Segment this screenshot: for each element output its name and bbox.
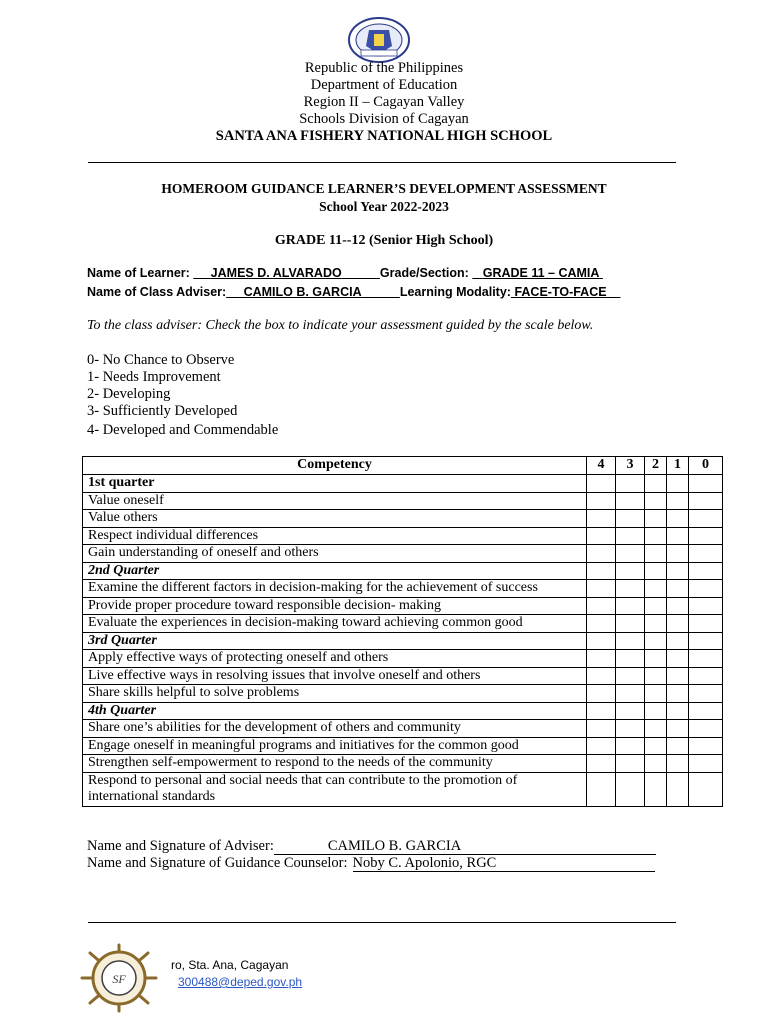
rating-checkbox[interactable] <box>587 632 616 650</box>
rating-checkbox[interactable] <box>616 562 645 580</box>
competency-label: Respond to personal and social needs that can contribute to the promotion of international standards <box>83 772 587 806</box>
competency-label: Strengthen self-empowerment to respond to the needs of the community <box>83 755 587 773</box>
competency-label: Engage oneself in meaningful programs and initiatives for the common good <box>83 737 587 755</box>
rating-column-header: 3 <box>616 457 645 475</box>
letterhead-division: Schools Division of Cagayan <box>299 111 469 127</box>
rating-checkbox[interactable] <box>689 510 723 528</box>
competency-label: Live effective ways in resolving issues that involve oneself and others <box>83 667 587 685</box>
adviser-name-field: CAMILO B. GARCIA <box>243 285 362 299</box>
rating-checkbox[interactable] <box>689 772 723 806</box>
rating-checkbox[interactable] <box>616 650 645 668</box>
rating-checkbox[interactable] <box>587 720 616 738</box>
table-header-row <box>83 457 723 475</box>
rating-checkbox[interactable] <box>689 562 723 580</box>
rating-checkbox[interactable] <box>689 737 723 755</box>
rating-checkbox[interactable] <box>616 615 645 633</box>
competency-row <box>83 737 723 755</box>
rating-checkbox[interactable] <box>587 475 616 493</box>
rating-checkbox[interactable] <box>645 475 667 493</box>
quarter-label: 4th Quarter <box>83 702 587 720</box>
adviser-signature-label: Name and Signature of Adviser: <box>87 838 274 854</box>
rating-checkbox[interactable] <box>616 527 645 545</box>
rating-checkbox[interactable] <box>667 510 689 528</box>
competency-row <box>83 597 723 615</box>
rating-checkbox[interactable] <box>587 650 616 668</box>
competency-row <box>83 667 723 685</box>
rating-checkbox[interactable] <box>645 545 667 563</box>
counselor-signature-line <box>87 855 655 872</box>
competency-label: Evaluate the experiences in decision-making toward achieving common good <box>83 615 587 633</box>
rating-checkbox[interactable] <box>689 545 723 563</box>
rating-checkbox[interactable] <box>645 562 667 580</box>
grade-level: GRADE 11--12 (Senior High School) <box>274 233 494 248</box>
rating-checkbox[interactable] <box>667 545 689 563</box>
footer-email-link[interactable]: 300488@deped.gov.ph <box>178 975 303 989</box>
rating-checkbox[interactable] <box>587 755 616 773</box>
competency-label: Provide proper procedure toward responsible decision- making <box>83 597 587 615</box>
rating-checkbox[interactable] <box>667 755 689 773</box>
rating-checkbox[interactable] <box>645 650 667 668</box>
rating-checkbox[interactable] <box>667 562 689 580</box>
competency-table <box>82 456 723 807</box>
rating-checkbox[interactable] <box>645 737 667 755</box>
competency-label: Examine the different factors in decision-making for the achievement of success <box>83 580 587 598</box>
rating-checkbox[interactable] <box>645 527 667 545</box>
rating-checkbox[interactable] <box>689 527 723 545</box>
rating-checkbox[interactable] <box>667 527 689 545</box>
rating-checkbox[interactable] <box>689 632 723 650</box>
rating-checkbox[interactable] <box>689 475 723 493</box>
quarter-label: 3rd Quarter <box>83 632 587 650</box>
rating-checkbox[interactable] <box>667 580 689 598</box>
rating-column-header: 2 <box>645 457 667 475</box>
rating-checkbox[interactable] <box>689 667 723 685</box>
rating-checkbox[interactable] <box>616 737 645 755</box>
rating-checkbox[interactable] <box>616 492 645 510</box>
competency-row <box>83 650 723 668</box>
learning-modality-field: FACE-TO-FACE <box>514 285 607 299</box>
svg-text:SF: SF <box>112 972 126 986</box>
learner-info-line <box>87 266 603 280</box>
competency-label: Share one’s abilities for the development of others and community <box>83 720 587 738</box>
rating-checkbox[interactable] <box>645 597 667 615</box>
rating-checkbox[interactable] <box>667 615 689 633</box>
adviser-info-line <box>87 285 620 299</box>
rating-checkbox[interactable] <box>689 702 723 720</box>
rating-column-header: 4 <box>587 457 616 475</box>
quarter-row <box>83 562 723 580</box>
scale-item-4: 4- Developed and Commendable <box>87 422 279 438</box>
rating-checkbox[interactable] <box>667 492 689 510</box>
adviser-signature-field[interactable]: CAMILO B. GARCIA <box>274 838 656 855</box>
letterhead-department: Department of Education <box>310 77 458 93</box>
rating-scale-list <box>87 352 278 441</box>
rating-checkbox[interactable] <box>616 720 645 738</box>
competency-label: Value others <box>83 510 587 528</box>
rating-checkbox[interactable] <box>616 702 645 720</box>
learner-name-field: JAMES D. ALVARADO <box>210 266 342 280</box>
rating-checkbox[interactable] <box>616 510 645 528</box>
rating-checkbox[interactable] <box>645 632 667 650</box>
rating-checkbox[interactable] <box>689 650 723 668</box>
rating-checkbox[interactable] <box>645 510 667 528</box>
counselor-signature-label: Name and Signature of Guidance Counselor: <box>87 855 348 871</box>
rating-column-header: 1 <box>667 457 689 475</box>
rating-checkbox[interactable] <box>689 685 723 703</box>
rating-checkbox[interactable] <box>616 580 645 598</box>
quarter-label: 2nd Quarter <box>83 562 587 580</box>
rating-checkbox[interactable] <box>587 527 616 545</box>
rating-checkbox[interactable] <box>587 510 616 528</box>
rating-checkbox[interactable] <box>645 702 667 720</box>
rating-checkbox[interactable] <box>645 580 667 598</box>
rating-checkbox[interactable] <box>645 667 667 685</box>
rating-checkbox[interactable] <box>667 632 689 650</box>
learning-modality-label: Learning Modality: <box>399 285 511 299</box>
rating-checkbox[interactable] <box>587 737 616 755</box>
scale-item-0: 0- No Chance to Observe <box>87 352 235 368</box>
competency-row <box>83 527 723 545</box>
competency-row <box>83 755 723 773</box>
rating-checkbox[interactable] <box>667 667 689 685</box>
rating-checkbox[interactable] <box>587 597 616 615</box>
rating-checkbox[interactable] <box>587 702 616 720</box>
competency-row <box>83 492 723 510</box>
grade-section-label: Grade/Section: <box>379 266 469 280</box>
scale-item-2: 2- Developing <box>87 386 171 402</box>
letterhead-country: Republic of the Philippines <box>304 60 464 76</box>
rating-checkbox[interactable] <box>645 492 667 510</box>
footer-address: ro, Sta. Ana, Cagayan <box>171 958 289 972</box>
rating-checkbox[interactable] <box>587 492 616 510</box>
rating-checkbox[interactable] <box>616 545 645 563</box>
learner-name-label: Name of Learner: <box>87 266 190 280</box>
rating-checkbox[interactable] <box>689 492 723 510</box>
document-title: HOMEROOM GUIDANCE LEARNER’S DEVELOPMENT ASSESSMENT <box>161 181 607 196</box>
rating-checkbox[interactable] <box>616 772 645 806</box>
rating-column-header: 0 <box>689 457 723 475</box>
rating-checkbox[interactable] <box>587 772 616 806</box>
competency-row <box>83 510 723 528</box>
rating-checkbox[interactable] <box>689 755 723 773</box>
rating-checkbox[interactable] <box>645 685 667 703</box>
rating-checkbox[interactable] <box>616 685 645 703</box>
counselor-signature-field[interactable]: Noby C. Apolonio, RGC <box>353 855 655 872</box>
rating-checkbox[interactable] <box>587 615 616 633</box>
competency-row <box>83 772 723 806</box>
rating-checkbox[interactable] <box>645 772 667 806</box>
competency-row <box>83 720 723 738</box>
rating-checkbox[interactable] <box>616 755 645 773</box>
rating-checkbox[interactable] <box>667 737 689 755</box>
competency-label: Gain understanding of oneself and others <box>83 545 587 563</box>
footer-divider <box>88 922 676 923</box>
rating-checkbox[interactable] <box>667 650 689 668</box>
rating-checkbox[interactable] <box>616 632 645 650</box>
rating-checkbox[interactable] <box>645 755 667 773</box>
rating-checkbox[interactable] <box>689 597 723 615</box>
deped-seal-logo <box>334 16 424 64</box>
header-divider <box>88 162 676 163</box>
rating-checkbox[interactable] <box>645 615 667 633</box>
rating-checkbox[interactable] <box>587 667 616 685</box>
rating-checkbox[interactable] <box>587 580 616 598</box>
rating-checkbox[interactable] <box>689 615 723 633</box>
grade-section-field: GRADE 11 – CAMIA <box>482 266 600 280</box>
rating-checkbox[interactable] <box>689 580 723 598</box>
quarter-row <box>83 702 723 720</box>
competency-column-header: Competency <box>83 457 587 475</box>
competency-label: Apply effective ways of protecting oneself and others <box>83 650 587 668</box>
rating-checkbox[interactable] <box>587 545 616 563</box>
quarter-row <box>83 632 723 650</box>
rating-checkbox[interactable] <box>667 685 689 703</box>
competency-label: Respect individual differences <box>83 527 587 545</box>
rating-checkbox[interactable] <box>667 702 689 720</box>
rating-checkbox[interactable] <box>667 475 689 493</box>
rating-checkbox[interactable] <box>587 685 616 703</box>
letterhead-region: Region II – Cagayan Valley <box>303 94 465 110</box>
letterhead-school-name: SANTA ANA FISHERY NATIONAL HIGH SCHOOL <box>215 128 553 144</box>
competency-row <box>83 545 723 563</box>
school-year: School Year 2022-2023 <box>319 199 449 214</box>
adviser-signature-line <box>87 838 656 855</box>
competency-row <box>83 615 723 633</box>
rating-checkbox[interactable] <box>587 562 616 580</box>
rating-checkbox[interactable] <box>667 720 689 738</box>
competency-row <box>83 580 723 598</box>
adviser-instruction: To the class adviser: Check the box to indicate your assessment guided by the scale below. <box>87 318 594 333</box>
competency-row <box>83 685 723 703</box>
rating-checkbox[interactable] <box>616 475 645 493</box>
scale-item-3: 3- Sufficiently Developed <box>87 403 238 419</box>
rating-checkbox[interactable] <box>645 720 667 738</box>
quarter-label: 1st quarter <box>83 475 587 493</box>
rating-checkbox[interactable] <box>667 772 689 806</box>
rating-checkbox[interactable] <box>616 667 645 685</box>
competency-label: Value oneself <box>83 492 587 510</box>
quarter-row <box>83 475 723 493</box>
school-logo <box>76 943 162 1013</box>
rating-checkbox[interactable] <box>667 597 689 615</box>
rating-checkbox[interactable] <box>689 720 723 738</box>
rating-checkbox[interactable] <box>616 597 645 615</box>
competency-label: Share skills helpful to solve problems <box>83 685 587 703</box>
adviser-name-label: Name of Class Adviser: <box>87 285 227 299</box>
competency-table-body <box>83 475 723 807</box>
scale-item-1: 1- Needs Improvement <box>87 369 221 385</box>
